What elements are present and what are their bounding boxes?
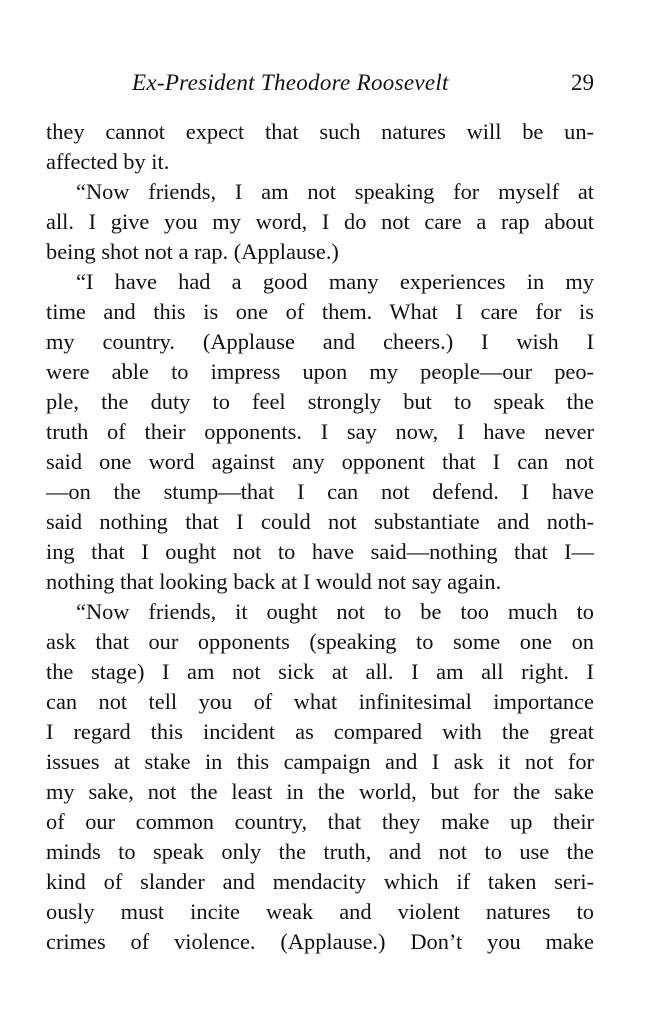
text-line: kind of slander and mendacity which if taken seri- (46, 869, 594, 894)
text-line: ple, the duty to feel strongly but to speak the (46, 389, 594, 414)
text-line: —on the stump—that I can not defend. I have (46, 479, 594, 504)
text-line: were able to impress upon my people—our peo- (46, 359, 594, 384)
text-line: nothing that looking back at I would not say again. (46, 569, 502, 594)
text-line: affected by it. (46, 149, 170, 174)
text-line: being shot not a rap. (Applause.) (46, 239, 339, 264)
text-line: the stage) I am not sick at all. I am all right. I (46, 659, 594, 684)
body-text (46, 117, 594, 957)
text-line: said one word against any opponent that I can not (46, 449, 594, 474)
text-line: truth of their opponents. I say now, I have never (46, 419, 594, 444)
text-line: ously must incite weak and violent natures to (46, 899, 594, 924)
text-line: “Now friends, it ought not to be too much to (76, 599, 594, 624)
text-line: they cannot expect that such natures will be un- (46, 119, 594, 144)
text-line: said nothing that I could not substantiate and noth- (46, 509, 594, 534)
text-line: time and this is one of them. What I care for is (46, 299, 594, 324)
text-line: of our common country, that they make up their (46, 809, 594, 834)
text-line: can not tell you of what infinitesimal importance (46, 689, 594, 714)
page-header (46, 70, 594, 102)
text-line: “Now friends, I am not speaking for myself at (76, 179, 594, 204)
text-line: issues at stake in this campaign and I ask it not for (46, 749, 594, 774)
text-line: ing that I ought not to have said—nothing that I— (46, 539, 594, 564)
text-line: “I have had a good many experiences in my (76, 269, 594, 294)
page-number: 29 (571, 70, 594, 95)
text-line: ask that our opponents (speaking to some one on (46, 629, 594, 654)
text-line: I regard this incident as compared with the great (46, 719, 594, 744)
text-line: my country. (Applause and cheers.) I wish I (46, 329, 594, 354)
text-line: minds to speak only the truth, and not to use the (46, 839, 594, 864)
text-line: my sake, not the least in the world, but for the sake (46, 779, 594, 804)
running-head: Ex-President Theodore Roosevelt (132, 70, 449, 95)
text-line: all. I give you my word, I do not care a rap about (46, 209, 594, 234)
text-line: crimes of violence. (Applause.) Don’t you make (46, 929, 594, 954)
